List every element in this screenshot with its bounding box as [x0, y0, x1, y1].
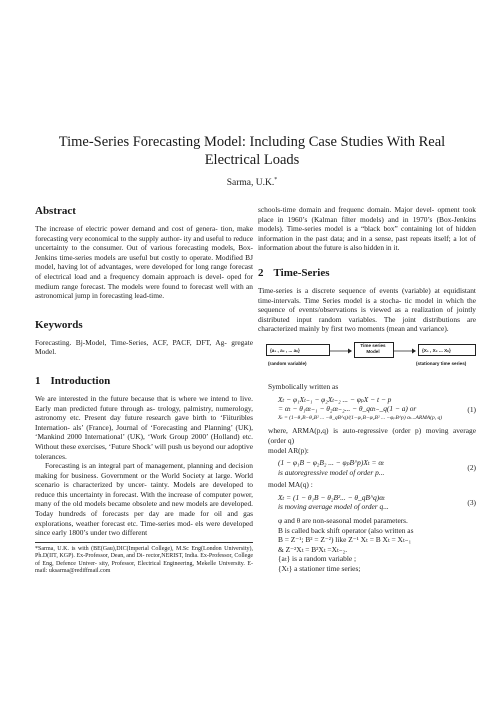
arrow-right-icon [394, 347, 416, 355]
timeseries-heading [258, 267, 476, 280]
equation-1-line-2: = αₜ − θ₁αₜ₋₁ − θ₂αₜ₋₂... − θ_qαₜ₋_q(1 − a) or [278, 404, 417, 414]
paper-title: Time-Series Forecasting Model: Including Case Studies With Real Electrical Loads [58, 134, 446, 168]
author-footnote-mark: * [274, 177, 278, 183]
ar-intro: model AR(p): [268, 445, 309, 455]
equation-2-number: (2) [467, 463, 476, 473]
ma-intro: model MA(q) : [268, 480, 313, 490]
introduction-para-1: We are interested in the future because that is where we intend to live. Early man predicted future through as- trology, palmistry, numerology, astronomy etc. Present day future research gave birth to ‘Fiituribles Internation- als’ (France), Journal of ‘Forecasting and Planning’ (UK), ‘Mankind 2000 International’ (UK), ‘Work Group 2000’ (Holland) etc. Without these exercises, ‘Future Shock’ will push us beyond our adoptive tolerances. [35, 393, 253, 461]
note-1: φ and θ are non-seasonal model parameters. [278, 516, 408, 526]
equation-3 [258, 493, 476, 512]
introduction-para-2: Forecasting is an integral part of management, planning and decision making for business. Government or the World Society at large. World scenario is characterized by uncer- tainty. Models are developed to reduce this uncertainty in forecast. With the increase of computer power, many of the old models became obsolete and new models are developed. Today hundreds of forecasts per day are made for oil and gas explorations, weather forecast etc. Time-series mod- els were developed since early 1800’s under two different [35, 461, 253, 538]
equation-3-number: (3) [467, 497, 476, 507]
equation-3-line-2: is moving average model of order q... [278, 502, 389, 512]
model-label: Time series Model [360, 342, 386, 354]
note-5: {aₜ} is a random variable ; [278, 554, 357, 564]
note-6: {Xₜ} a stationer time series; [278, 564, 361, 574]
equation-2 [258, 458, 476, 477]
timeseries-model-figure [266, 342, 476, 372]
timeseries-number: 2 [258, 266, 264, 279]
note-2: B is called back shift operator (also written as [278, 525, 414, 535]
input-caption: (random variable) [268, 360, 307, 366]
equation-1-line-1: Xₜ − φ₁Xₜ₋₁ − φ₂Xₜ₋₂ ... − φₚX − t − p [278, 394, 392, 404]
right-column [258, 205, 476, 574]
equation-2-line-2: is autoregressive model of order p... [278, 467, 385, 477]
introduction-number: 1 [35, 374, 41, 387]
keywords-text: Forecasting. Bj-Model, Time-Series, ACF, PACF, DFT, Ag- gregate Model. [35, 337, 253, 357]
equation-1-line-3: Xₜ = (1−θ₁B−θ₂B² ... −θ_qB^q)/(1−φ₁B−φ₂B² ... −φₚB^p) αₜ...ARMA(p, q) [278, 414, 443, 421]
timeseries-text: Time-series is a discrete sequence of events (variable) at equidistant time-intervals. Time Series model is a stocha- tic model in which the sequence of events/observations is viewed as a realization of jointly distributed input random variables. The joint distributions are characterized mainly by first two moments (mean and variance). [258, 285, 476, 334]
equation-1-number: (1) [467, 404, 476, 414]
author-footnote: *Sarma, U.K. is with (BE(Gau),DIC(Imperial College), M.Sc Eng(London University), Ph.D(IIT, KGP). Ex-Professor, Dean, and Di- rector,NERIST, India. Ex-Professor, College of Eng, Defence Univer- sity, Professor, Electrical Engineering, Mekelle University. E-mail: uksarma@rediffmail.com [35, 542, 253, 576]
note-3: B = Z⁻¹; B² = Z⁻²) like Z⁻¹ Xₜ = B Xₜ = Xₜ₋₁ [278, 535, 412, 545]
arrow-right-icon [330, 347, 352, 355]
right-intro-text: schools-time domain and frequenc domain. Major devel- opment took place in 1960’s (Kalman filter models) and in 1970’s (Box-Jenkins models). Time-series model is a “black box” containing lot of hidden information in the past data; and in a sense, past repeats itself; a lot of information about the future is also hidden in it. [258, 205, 476, 253]
output-caption: (stationary time series) [416, 360, 467, 366]
author-line [0, 177, 504, 188]
keywords-heading: Keywords [35, 318, 83, 331]
equation-1 [258, 395, 476, 424]
equation-3-line-1: Xₜ = (1 − θ₁B − θ₂B²... − θ_qB^q)αₜ [278, 492, 385, 502]
where-text: where, ARMA(p,q) is auto-regressive (order p) moving average (order q) [268, 426, 476, 445]
note-4: & Z⁻²Xₜ = B²Xₜ =Xₜ₋₂. [278, 544, 348, 554]
introduction-heading [35, 375, 253, 388]
introduction-title: Introduction [50, 374, 111, 387]
equation-2-line-1: (1 − φ₁B − φ₂B₂ ... − φₚB^p)Xₜ = αₜ [278, 458, 385, 468]
input-label: {a₁ , a₂ , ... aₙ} [270, 347, 300, 353]
abstract-text: The increase of electric power demand and cost of genera- tion, make forecasting very economical to the supply author- ity and useful to reduce uncertainty to the consumer. Out of various forecasting models, Box-Jenkins time-series models are useful but costly to operate. Modified BJ model, having lot of advantages, were developed for long range forecast of electrical load and a frequency domain approach is devel- oped for medium range forecast. The models were found to forecast well with an astronomical jump in forecasting lead-time. [35, 224, 254, 301]
parameter-notes [258, 516, 476, 574]
abstract-heading: Abstract [35, 205, 76, 217]
output-label: {X₁ , X₂ ... Xₙ} [422, 347, 451, 353]
timeseries-title: Time-Series [273, 266, 330, 279]
author-name: Sarma, U.K. [226, 178, 275, 189]
left-column [35, 205, 253, 575]
symbolic-intro: Symbolically written as [268, 381, 339, 391]
